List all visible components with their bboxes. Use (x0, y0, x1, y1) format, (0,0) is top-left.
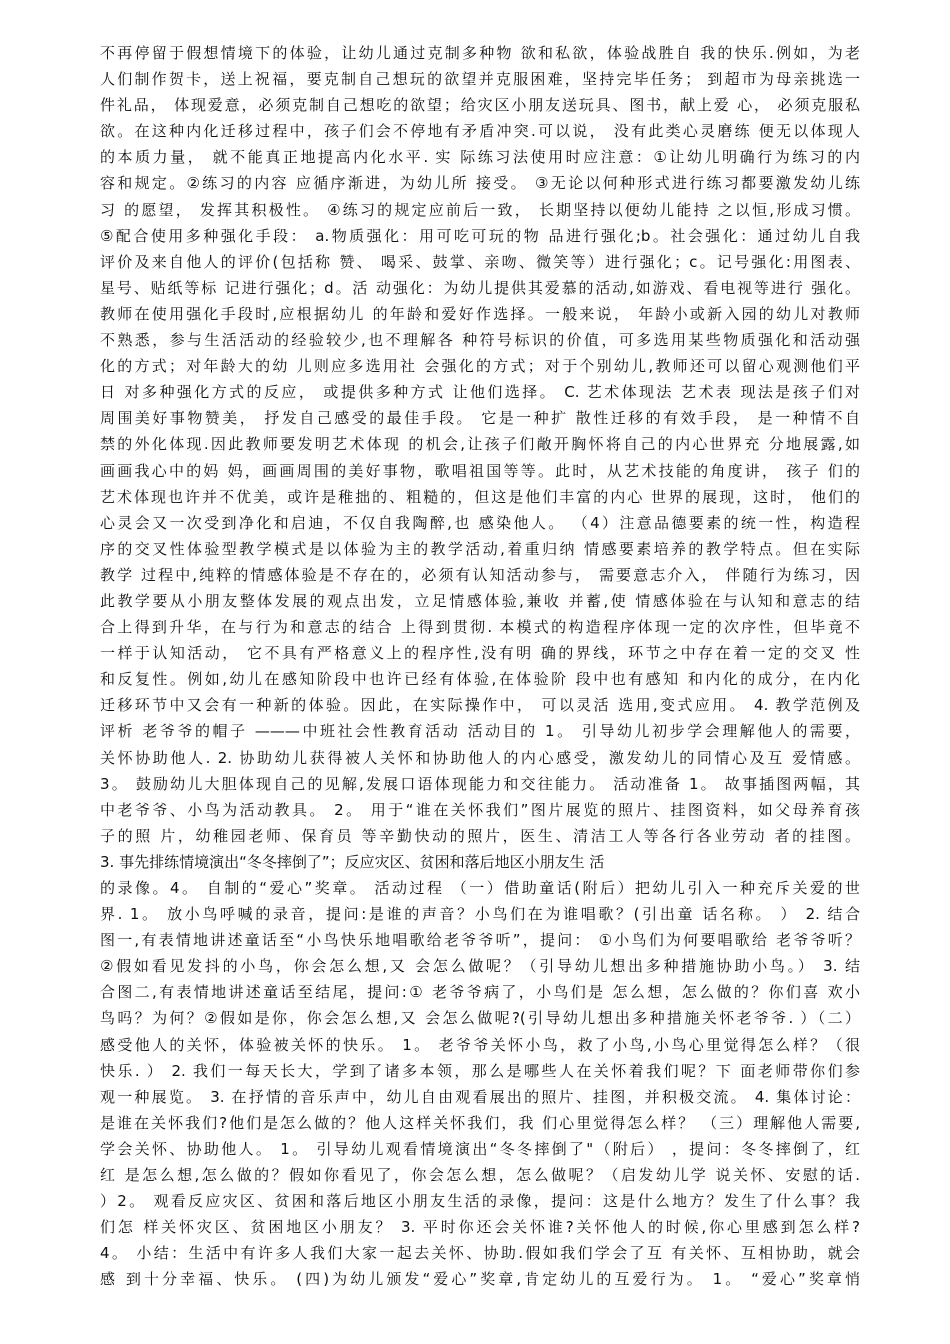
text-line: 教学 过程中,纯粹的情感体验是不存在的，必须有认知活动参与， 需要意志介入， 伴随行为练习，因 (100, 565, 860, 584)
text-line: 的录像。4。 自制的“爱心”奖章。 活动过程 （一）借助童话(附后）把幼儿引入一种充斥关爱的世 (100, 879, 860, 897)
text-line: 容和规定。②练习的内容 应循序渐进，为幼儿所 接受。 ③无论以何种形式进行练习都要激发幼儿练 (100, 174, 860, 193)
text-line: 观一种展览。 3. 在抒情的音乐声中，幼儿自由观看展出的照片、挂图，并积极交流。 4. 集体讨论： (100, 1087, 860, 1106)
text-line: 3. 事先排练情境演出“冬冬摔倒了”；反应灾区、贫困和落后地区小朋友生 活 (100, 852, 605, 871)
text-line: 心灵会又一次受到净化和启迪，不仅自我陶醉,也 感染他人。 （4）注意品德要素的统一性，构造程 (100, 513, 860, 532)
text-line: 星号、贴纸等标 记进行强化；d。活 动强化：为幼儿提供其爱慕的活动,如游戏、看电视等进行 强化。 (100, 278, 860, 297)
text-line: 习 的愿望， 发挥其积极性。 ④练习的规定应前后一致， 长期坚持以便幼儿能持 之以恒,形成习惯。 (100, 200, 860, 219)
text-line: 是谁在关怀我们?他们是怎么做的？他人这样关怀我们，我 们心里觉得怎么样？ （三）理解他人需要, (100, 1113, 860, 1132)
text-line: 一样于认知活动， 它不具有严格意义上的程序性,没有明 确的界线，环节之中存在着一定的交叉 性 (100, 644, 860, 663)
text-line: 不熟悉，参与生活活动的经验较少,也不理解各 种符号标识的价值，可多选用某些物质强化和活动强 (100, 331, 860, 350)
text-line: 红 是怎么想,怎么做的？假如你看见了，你会怎么想，怎么做呢？（启发幼儿学 说关怀、安慰的话. (100, 1166, 860, 1185)
text-line: 界. 1。 放小鸟呼喊的录音，提问:是谁的声音？小鸟们在为谁唱歌？(引出童 话名称。 ） 2. 结合 (100, 905, 860, 924)
text-line: 日 对多种强化方式的反应， 或提供多种方式 让他们选择。 C. 艺术体现法 艺术表 现法是孩子们对 (100, 383, 860, 402)
text-line: 周围美好事物赞美， 抒发自己感受的最佳手段。 它是一种扩 散性迁移的有效手段， 是一种情不自 (100, 409, 860, 428)
text-line: 鸟吗？为何？②假如是你，你会怎么想,又 会怎么做呢?(引导幼儿想出多种措施关怀老爷爷. ）（二） (100, 1009, 860, 1028)
text-line: 们怎 样关怀灾区、贫困地区小朋友？ 3. 平时你还会关怀谁?关怀他人的时候,你心里感到怎么样? (100, 1218, 860, 1237)
text-line: 图一,有表情地讲述童话至“小鸟快乐地唱歌给老爷爷听”，提问： ①小鸟们为何要唱歌给 老爷爷听？ (100, 931, 860, 950)
text-line: 迁移环节中又会有一种新的体验。因此，在实际操作中， 可以灵活 选用,变式应用。 4. 教学范例及 (100, 696, 860, 715)
text-line: 评价及来自他人的评价(包括称 赞、 喝采、鼓掌、亲吻、微笑等）进行强化；c。记号强化:用图表、 (100, 252, 860, 271)
text-line: 3。 鼓励幼儿大胆体现自己的见解,发展口语体现能力和交往能力。 活动准备 1。 故事插图两幅，其 (100, 774, 860, 793)
text-line: 化的方式；对年龄大的幼 儿则应多选用社 会强化的方式；对于个别幼儿,教师还可以留心观测他们平 (100, 357, 860, 376)
text-line: 不再停留于假想情境下的体验，让幼儿通过克制多种物 欲和私欲，体验战胜自 我的快乐.例如，为老 (100, 44, 860, 62)
text-line: 子的照 片，幼稚园老师、保育员 等辛勤快动的照片，医生、清洁工人等各行各业劳动 者的挂图。 (100, 826, 860, 845)
text-line: 4。 小结：生活中有许多人我们大家一起去关怀、协助.假如我们学会了互 有关怀、互相协助，就会 (100, 1244, 860, 1263)
text-line: 感 到十分幸福、快乐。 (四)为幼儿颁发“爱心”奖章,肯定幼儿的互爱行为。 1。 “爱心”奖章悄 (100, 1270, 860, 1289)
text-line: ②假如看见发抖的小鸟，你会怎么想,又 会怎么做呢？（引导幼儿想出多种措施协助小鸟。） 3. 结 (100, 957, 860, 976)
text-line: 艺术体现也许并不优美，或许是稚拙的、粗糙的，但这是他们丰富的内心 世界的展现，这时， 他们的 (100, 487, 860, 506)
text-line: 教师在使用强化手段时,应根据幼儿 的年龄和爱好作选择。一般来说， 年龄小或新入园的幼儿对教师 (100, 304, 860, 323)
text-line: 合图二,有表情地讲述童话至结尾，提问:① 老爷爷病了，小鸟们是 怎么想，怎么做的？你们喜 欢小 (100, 983, 860, 1002)
text-line: 中老爷爷、小鸟为活动教具。 2。 用于“谁在关怀我们”图片展览的照片、挂图资料，如父母养育孩 (100, 800, 860, 819)
body-text (100, 40, 860, 1293)
text-line: 件礼品， 体现爱意，必须克制自己想吃的欲望；给灾区小朋友送玩具、图书，献上爱 心， 必须克服私 (100, 96, 860, 115)
text-line: ⑤配合使用多种强化手段： a.物质强化：用可吃可玩的物 品进行强化;b。社会强化：通过幼儿自我 (100, 226, 860, 245)
text-line: 感受他人的关怀，体验被关怀的快乐。 1。 老爷爷关怀小鸟，救了小鸟,小鸟心里觉得怎么样？（很 (100, 1035, 860, 1054)
text-line: 的本质力量， 就不能真正地提高内化水平. 实 际练习法使用时应注意：①让幼儿明确行为练习的内 (100, 148, 860, 167)
text-line: 合上得到升华，在与行为和意志的结合 上得到贯彻. 本模式的构造程序体现一定的次序性，但毕竟不 (100, 618, 860, 637)
text-line: 和反复性。例如,幼儿在感知阶段中也许已经有体验,在体验阶 段中也有感知 和内化的成分，在内化 (100, 670, 860, 689)
text-line: 评析 老爷爷的帽子 ———中班社会性教育活动 活动目的 1。 引导幼儿初步学会理解他人的需要， (100, 722, 860, 741)
text-line: 此教学要从小朋友整体发展的观点出发，立足情感体验,兼收 并蓄,使 情感体验在与认知和意志的结 (100, 591, 860, 610)
text-line: 画画我心中的妈 妈，画画周围的美好事物，歌唱祖国等等。此时，从艺术技能的角度讲， 孩子 们的 (100, 461, 860, 480)
text-line: 关怀协助他人. 2. 协助幼儿获得被人关怀和协助他人的内心感受，激发幼儿的同情心及互 爱情感。 (100, 748, 860, 767)
text-line: ）2。 观看反应灾区、贫困和落后地区小朋友生活的录像，提问：这是什么地方？发生了什么事？我 (100, 1192, 860, 1211)
text-line: 欲。在这种内化迁移过程中，孩子们会不停地有矛盾冲突.可以说， 没有此类心灵磨练 便无以体现人 (100, 122, 860, 141)
text-line: 序的交叉性体验型教学模式是以体验为主的教学活动,着重归纳 情感要素培养的教学特点。但在实际 (100, 539, 860, 558)
text-line: 人们制作贺卡，送上祝福，要克制自己想玩的欲望并克服困难，坚持完毕任务； 到超市为母亲挑选一 (100, 70, 860, 89)
text-line: 快乐. ） 2. 我们一每天长大，学到了诸多本领，那么是哪些人在关怀着我们呢？下 面老师带你们参 (100, 1061, 860, 1080)
text-line: 禁的外化体现.因此教师要发明艺术体现 的机会,让孩子们敞开胸怀将自己的内心世界充 分地展露,如 (100, 435, 860, 454)
text-line: 学会关怀、协助他人。 1。 引导幼儿观看情境演出“冬冬摔倒了"（附后） ，提问：冬冬摔倒了，红 (100, 1139, 860, 1158)
